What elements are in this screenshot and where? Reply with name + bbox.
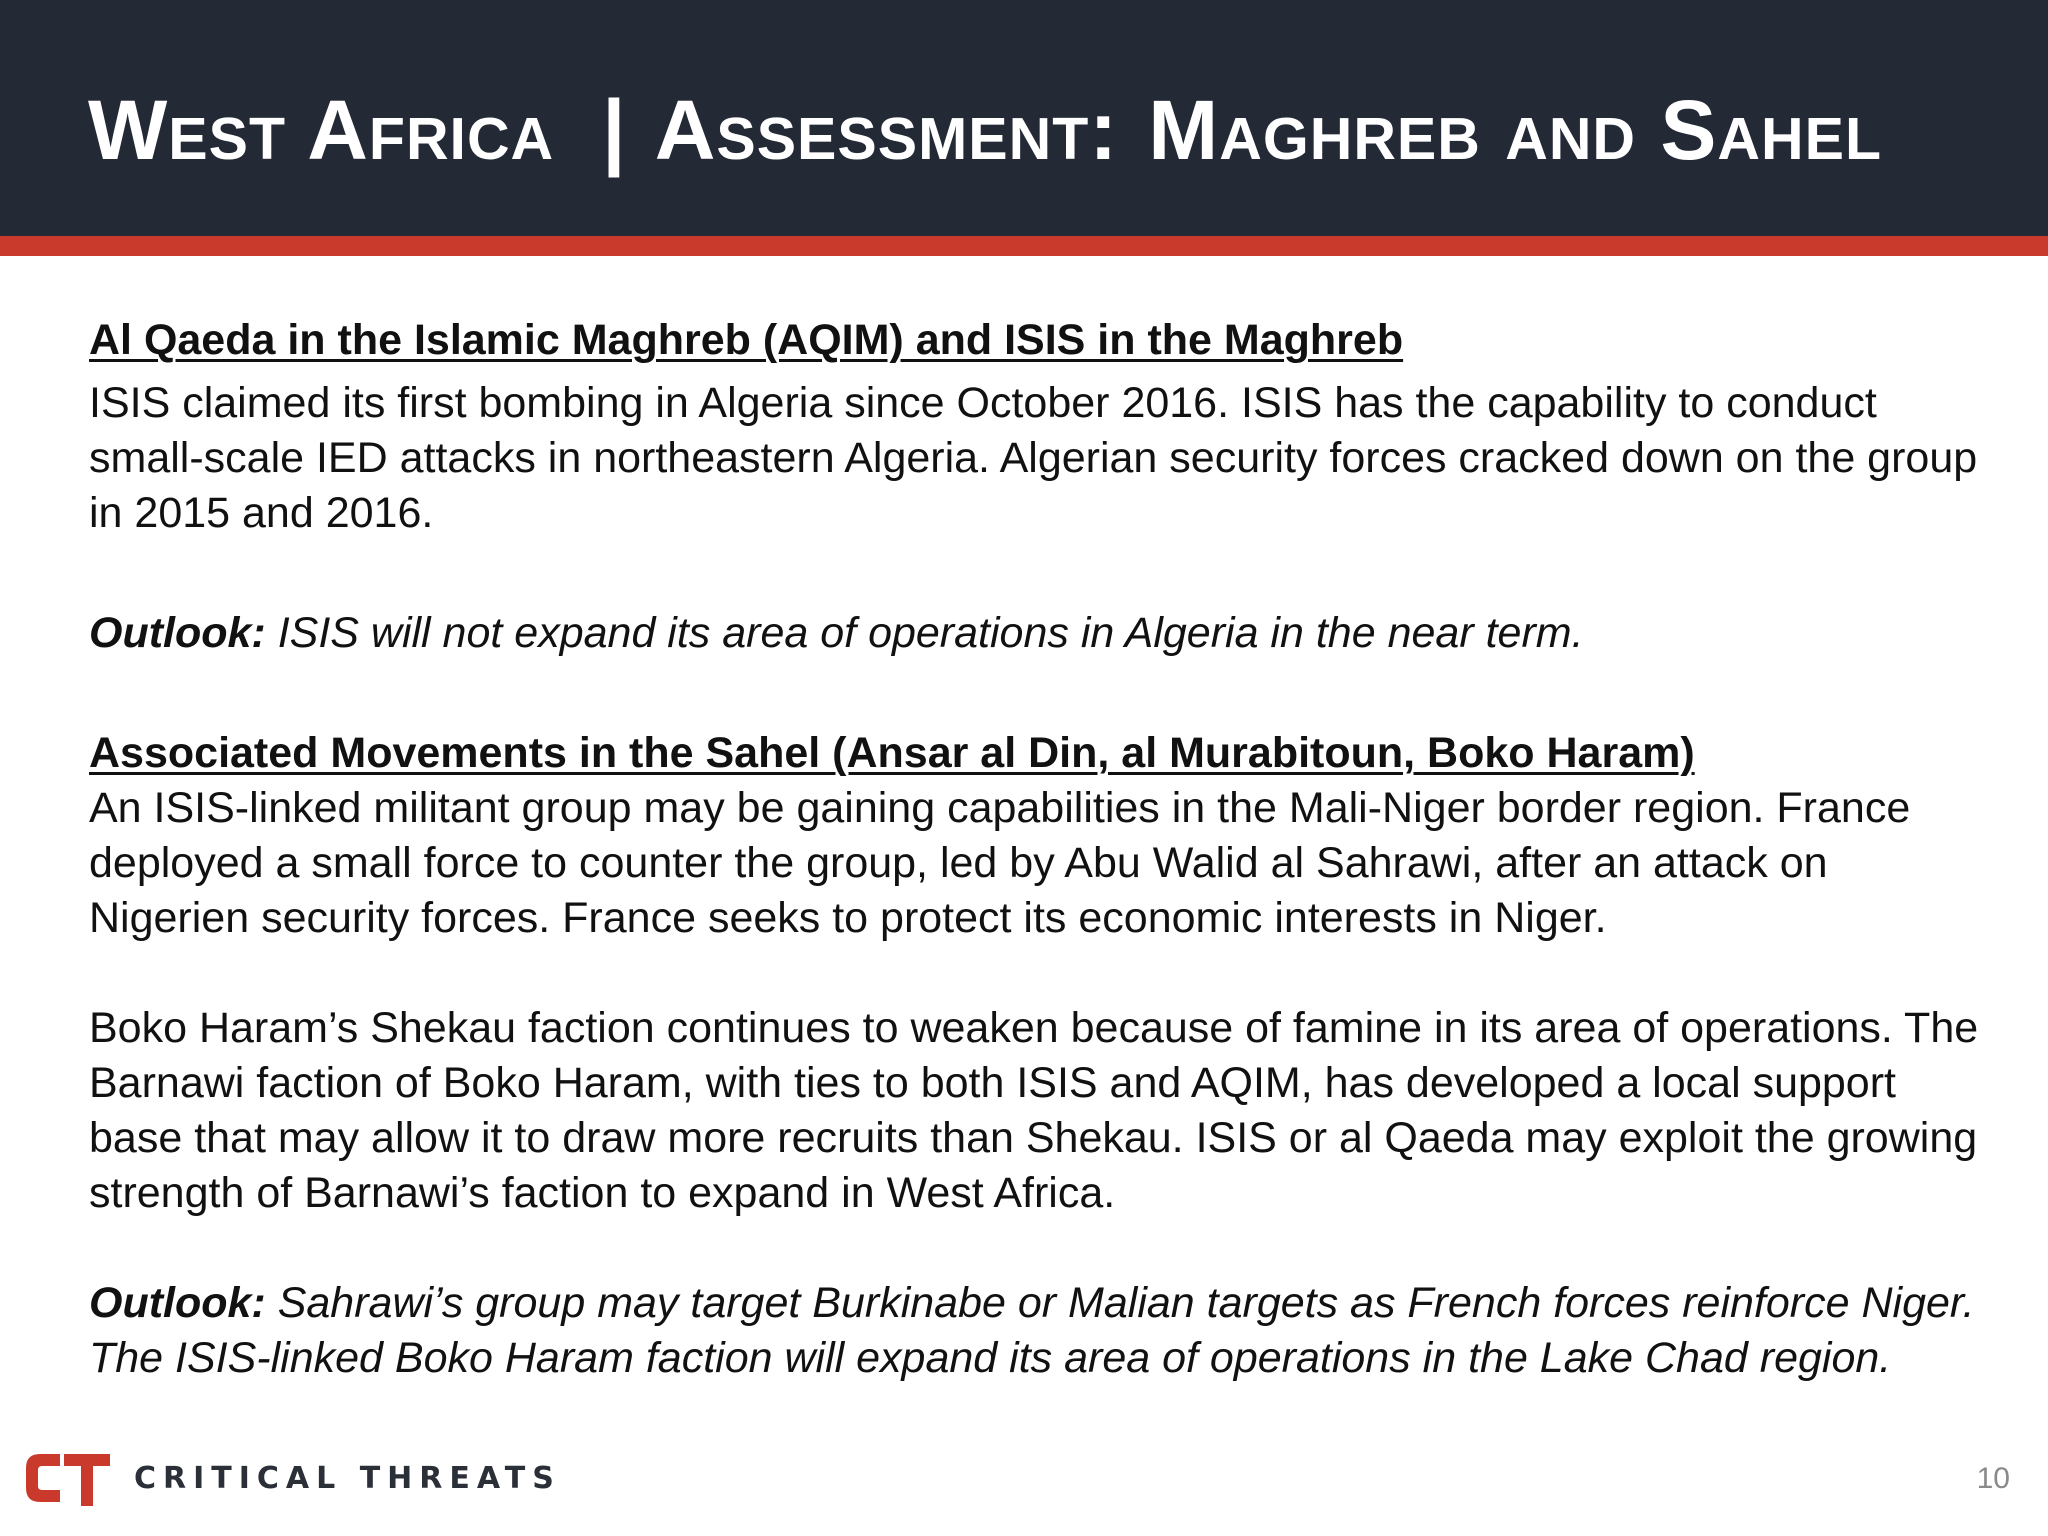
outlook-label: Outlook:	[89, 1279, 266, 1327]
section-body-sahel: An ISIS-linked militant group may be gaining capabilities in the Mali-Niger border region. France deployed a small force to counter the group, led by Abu Walid al Sahrawi, after an attack on Nigerien security forces. France seeks to protect its economic interests in Niger.	[89, 784, 1911, 942]
outlook-sahel	[89, 1276, 1989, 1386]
critical-threats-logo	[22, 1446, 561, 1510]
section-heading-aqim: Al Qaeda in the Islamic Maghreb (AQIM) and ISIS in the Maghreb	[89, 316, 1404, 364]
outlook-text: ISIS will not expand its area of operations in Algeria in the near term.	[265, 609, 1584, 657]
title-separator: |	[602, 83, 627, 177]
section-body-aqim: ISIS claimed its first bombing in Algeria since October 2016. ISIS has the capability to conduct small-scale IED attacks in northeastern Algeria. Algerian security forces cracked down on the group in 2015 and 2016.	[89, 379, 1978, 537]
slide-content	[89, 313, 1989, 1386]
ct-logo-icon	[22, 1448, 112, 1508]
title-region: West Africa	[88, 83, 555, 177]
header-accent-stripe	[0, 236, 2048, 256]
outlook-text: Sahrawi’s group may target Burkinabe or Malian targets as French forces reinforce Niger. The ISIS-linked Boko Haram faction will expand its area of operations in the Lake Chad region.	[89, 1279, 1975, 1382]
outlook-label: Outlook:	[89, 609, 266, 657]
outlook-aqim	[89, 606, 1989, 661]
logo-wordmark: CRITICAL THREATS	[134, 1460, 561, 1496]
section-heading-sahel: Associated Movements in the Sahel (Ansar al Din, al Murabitoun, Boko Haram)	[89, 729, 1695, 777]
slide-title	[88, 80, 1882, 180]
section-body-boko-haram: Boko Haram’s Shekau faction continues to weaken because of famine in its area of operations. The Barnawi faction of Boko Haram, with ties to both ISIS and AQIM, has developed a local support base that may allow it to draw more recruits than Shekau. ISIS or al Qaeda may exploit the growing strength of Barnawi’s faction to expand in West Africa.	[89, 1004, 1979, 1217]
title-assessment: Assessment:	[654, 83, 1119, 177]
page-number: 10	[1976, 1462, 2010, 1495]
title-topic: Maghreb and Sahel	[1148, 83, 1883, 177]
